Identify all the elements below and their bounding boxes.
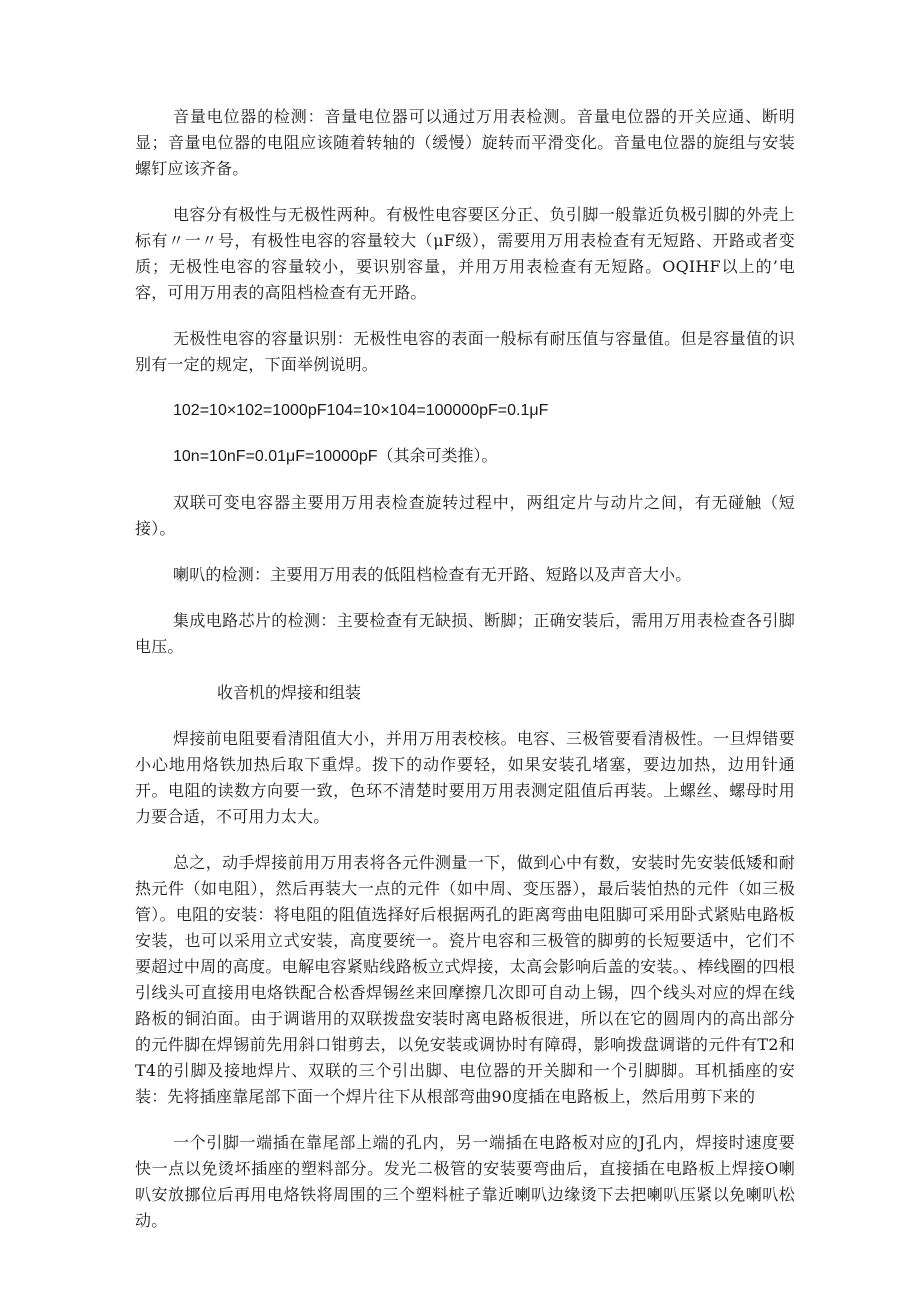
section-heading: 收音机的焊接和组装 (217, 683, 362, 702)
document-body (135, 104, 795, 1254)
paragraph-assembly-summary: 总之，动手焊接前用万用表将各元件测量一下，做到心中有数，安装时先安装低矮和耐热元件（如电阻），然后再装大一点的元件（如中周、变压器），最后装怕热的元件（如三极管）。电阻的安装：将电阻的阻值选择好后根据两孔的距离弯曲电阻脚可采用卧式紧贴电路板安装，也可以采用立式安装，高度要统一。瓷片电容和三极管的脚剪的长短要适中，它们不要超过中周的高度。电解电容紧贴线路板立式焊接，太高会影响后盖的安装。、棒线圈的四根引线头可直接用电烙铁配合松香焊锡丝来回摩擦几次即可自动上锡，四个线头对应的焊在线路板的铜泊面。由于调谐用的双联拨盘安装时离电路板很进，所以在它的圆周内的高出部分的元件脚在焊锡前先用斜口钳剪去，以免安装或调协时有障碍，影响拨盘调谐的元件有T2和T4的引脚及接地焊片、双联的三个引出脚、电位器的开关脚和一个引脚脚。耳机插座的安装：先将插座靠尾部下面一个焊片往下从根部弯曲90度插在电路板上，然后用剪下来的 (135, 853, 795, 1106)
paragraph-capacitor-polarity: 电容分有极性与无极性两种。有极性电容要区分正、负引脚一般靠近负极引脚的外壳上标有〃一〃号，有极性电容的容量较大（μF级），需要用万用表检查有无短路、开路或者变质；无极性电容的容量较小，要识别容量，并用万用表检查有无短路。OQIHF以上的’电容，可用万用表的高阻档检查有无开路。 (135, 205, 795, 302)
paragraph-soldering-prep: 焊接前电阻要看清阻值大小，并用万用表校核。电容、三极管要看清极性。一旦焊错要小心地用烙铁加热后取下重焊。拨下的动作要轻，如果安装孔堵塞，要边加热，边用针通开。电阻的读数方向要一致，色环不清楚时要用万用表测定阻值后再装。上螺丝、螺母时用力要合适，不可用力太大。 (135, 729, 795, 826)
paragraph-potentiometer-check: 音量电位器的检测：音量电位器可以通过万用表检测。音量电位器的开关应通、断明显；音量电位器的电阻应该随着转轴的（缓慢）旋转而平滑变化。音量电位器的旋组与安装螺钉应该齐备。 (135, 107, 795, 178)
paragraph-earphone-led-speaker: 一个引脚一端插在靠尾部上端的孔内，另一端插在电路板对应的J孔内，焊接时速度要快一点以免烫坏插座的塑料部分。发光二极管的安装要弯曲后，直接插在电路板上焊接O喇叭安放挪位后再用电烙铁将周围的三个塑料桩子靠近喇叭边缘烫下去把喇叭压紧以免喇叭松动。 (135, 1133, 795, 1230)
paragraph-speaker-check: 喇叭的检测：主要用万用表的低阻档检查有无开路、短路以及声音大小。 (173, 565, 692, 584)
formula-line-2: 10n=10nF=0.01μF=10000pF（其余可类推）。 (173, 448, 498, 465)
formula-line-1: 102=10×102=1000pF104=10×104=100000pF=0.1μF (173, 402, 549, 419)
paragraph-capacitance-identification: 无极性电容的容量识别：无极性电容的表面一般标有耐压值与容量值。但是容量值的识别有一定的规定，下面举例说明。 (135, 329, 795, 374)
paragraph-variable-capacitor: 双联可变电容器主要用万用表检查旋转过程中，两组定片与动片之间，有无碰触（短接）。 (135, 493, 795, 538)
paragraph-ic-check: 集成电路芯片的检测：主要检查有无缺损、断脚；正确安装后，需用万用表检查各引脚电压。 (135, 611, 795, 656)
